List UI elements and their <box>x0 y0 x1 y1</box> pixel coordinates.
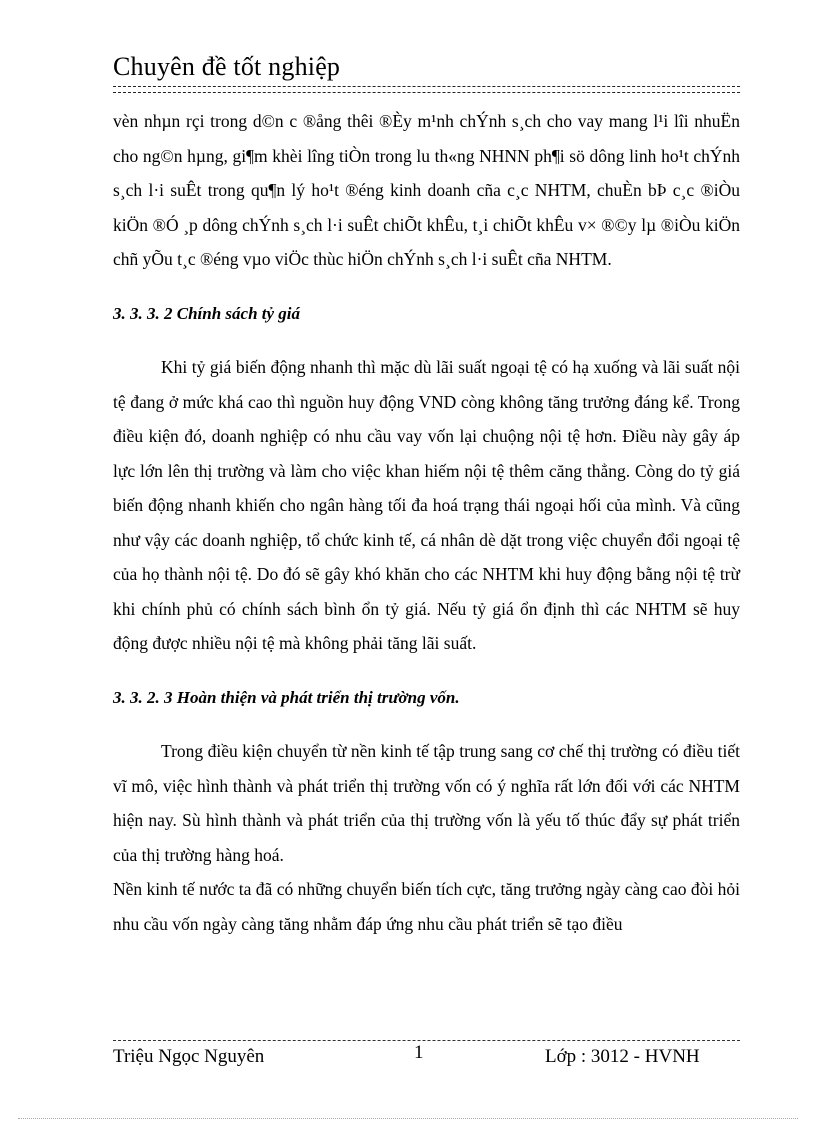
section-heading-capital-market: 3. 3. 2. 3 Hoàn thiện và phát triển thị trường vốn. <box>113 687 460 707</box>
footer-author: Triệu Ngọc Nguyên <box>113 1046 265 1067</box>
paragraph-exchange-rate: Khi tỷ giá biến động nhanh thì mặc dù lãi suất ngoại tệ có hạ xuống và lãi suất nội tệ đang ở mức khá cao thì nguồn huy động VND còng không tăng trưởng đáng kể. Trong điều kiện đó, doanh nghiệp có nhu cầu vay vốn lại chuộng nội tệ hơn. Điều này gây áp lực lớn lên thị trường và làm cho việc khan hiếm nội tệ thêm căng thẳng. Còng do tỷ giá biến động nhanh khiến cho ngân hàng tối đa hoá trạng thái ngoại hối của mình. Và cũng như vậy các doanh nghiệp, tổ chức kinh tế, cá nhân dè dặt trong việc chuyển đổi ngoại tệ của họ thành nội tệ. Do đó sẽ gây khó khăn cho các NHTM khi huy động bằng nội tệ trừ khi chính phủ có chính sách bình ổn tỷ giá. Nếu tỷ giá ổn định thì các NHTM sẽ huy động được nhiều nội tệ mà không phải tăng lãi suất. <box>113 357 740 653</box>
paragraph-interest-rate-policy: vèn nhµn rçi trong d©n c ®ång thêi ®Èy m¹nh chÝnh s¸ch cho vay mang l¹i lîi nhuËn cho ng©n hµng, gi¶m khèi lîng tiÒn trong lu th«ng NHNN ph¶i sö dông linh ho¹t chÝnh s¸ch l·i suÊt trong qu¶n lý ho¹t ®éng kinh doanh cña c¸c NHTM, chuÈn bÞ c¸c ®iÒu kiÖn ®Ó ¸p dông chÝnh s¸ch l·i suÊt chiÕt khÊu, t¸i chiÕt khÊu v× ®©y lµ ®iÒu kiÖn chñ yÕu t¸c ®éng vµo viÖc thùc hiÖn chÝnh s¸ch l·i suÊt cña NHTM. <box>113 111 740 269</box>
paragraph-economy-growth: Nền kinh tế nước ta đã có những chuyển biến tích cực, tăng trưởng ngày càng cao đòi hỏi nhu cầu vốn ngày càng tăng nhằm đáp ứng nhu cầu phát triển sẽ tạo điều <box>113 879 740 934</box>
footer-class: Lớp : 3012 - HVNH <box>545 1046 700 1067</box>
header-rule-lower <box>113 92 740 93</box>
document-body <box>113 104 740 941</box>
header-rule-upper <box>113 86 740 87</box>
paragraph-capital-market: Trong điều kiện chuyển từ nền kinh tế tập trung sang cơ chế thị trường có điều tiết vĩ mô, việc hình thành và phát triển thị trường vốn có ý nghĩa rất lớn đối với các NHTM hiện nay. Sù hình thành và phát triển của thị trường vốn là yếu tố thúc đẩy sự phát triển của thị trường hàng hoá. <box>113 741 740 865</box>
document-header-title: Chuyên đề tốt nghiệp <box>113 52 341 81</box>
section-heading-exchange-rate: 3. 3. 3. 2 Chính sách tỷ giá <box>113 303 301 323</box>
footer-rule <box>113 1040 740 1041</box>
page-bottom-edge <box>18 1118 798 1119</box>
footer-page-number: 1 <box>414 1042 424 1063</box>
